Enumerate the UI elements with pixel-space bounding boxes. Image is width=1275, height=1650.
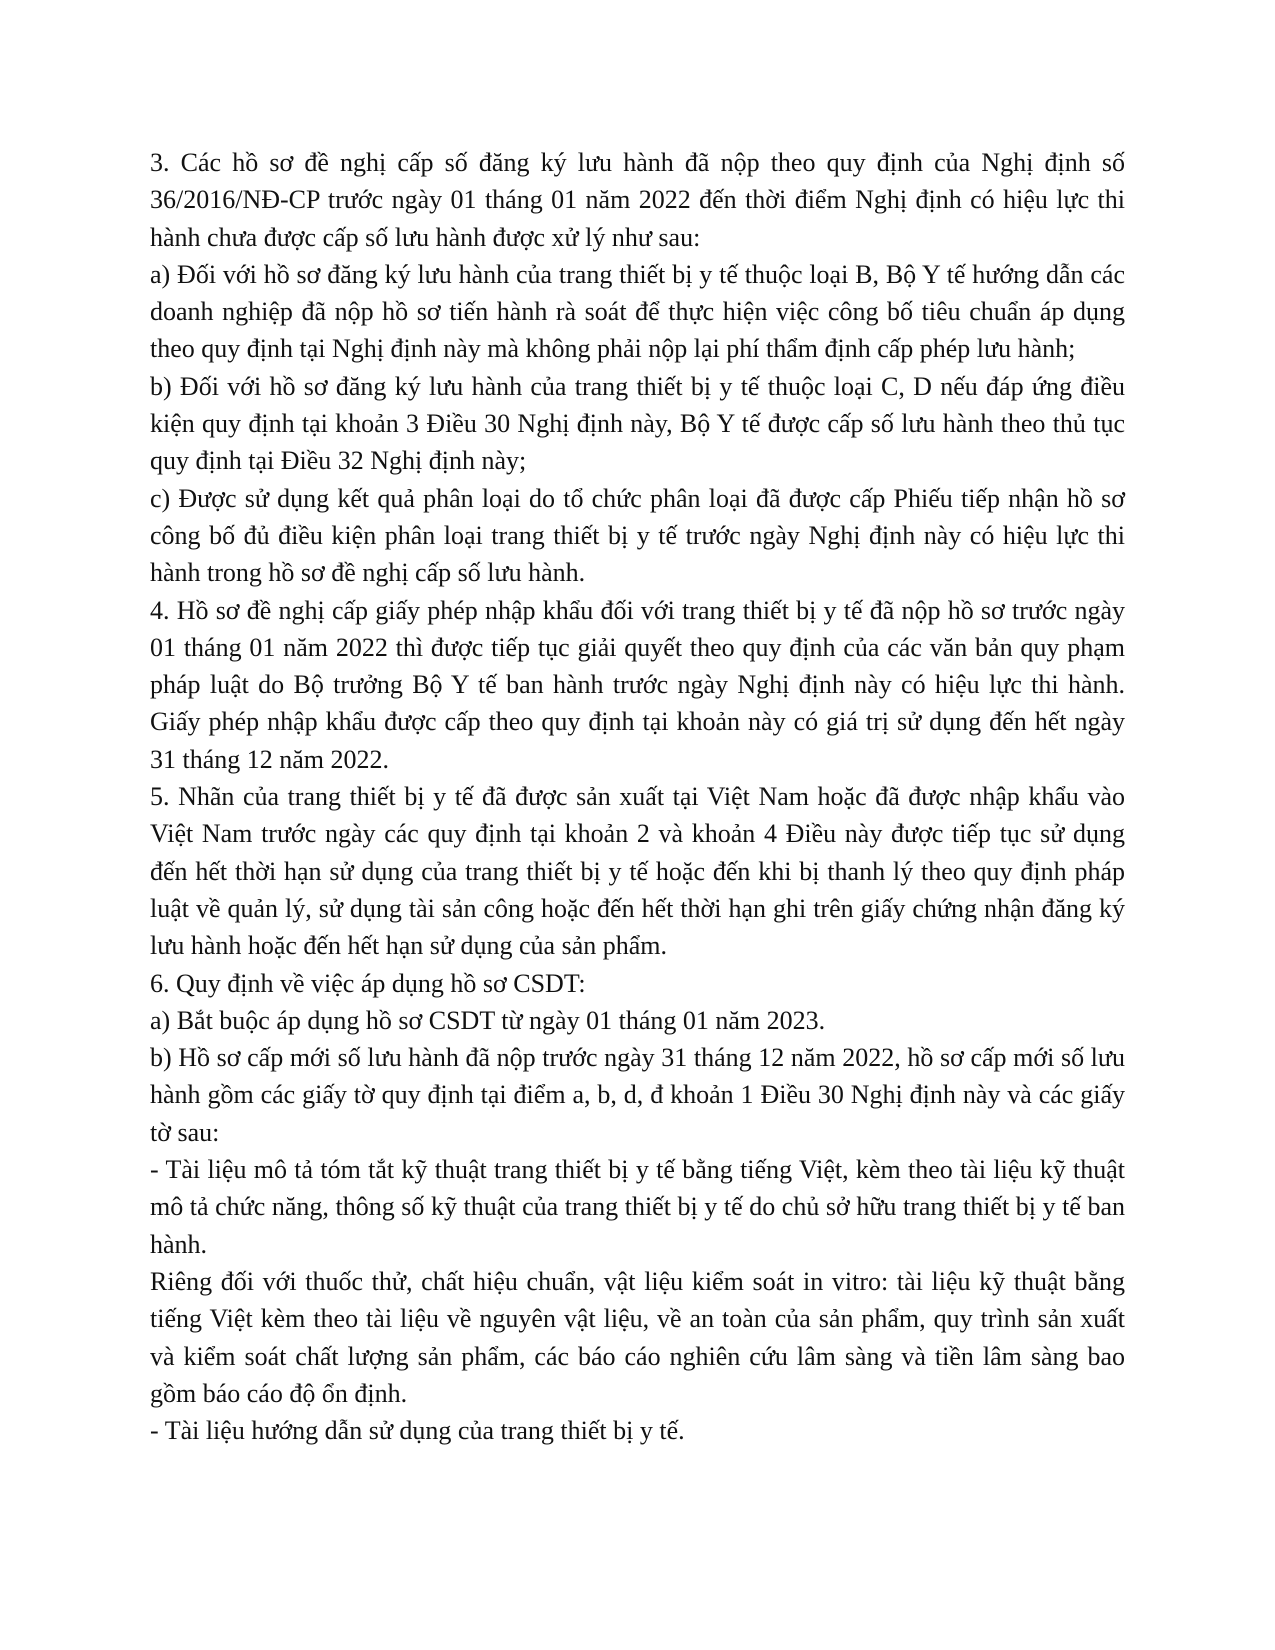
clause-6: 6. Quy định về việc áp dụng hồ sơ CSDT: xyxy=(150,968,586,998)
clause-6b-ivd-note: Riêng đối với thuốc thử, chất hiệu chuẩn, vật liệu kiểm soát in vitro: tài liệu kỹ thuật bằng tiếng Việt kèm theo tài liệu về nguyên vật liệu, về an toàn của sản phẩm, quy trình sản xuất và kiểm soát chất lượng sản phẩm, các báo cáo nghiên cứu lâm sàng và tiền lâm sàng bao gồm báo cáo độ ổn định. xyxy=(150,1266,1125,1408)
clause-3b: b) Đối với hồ sơ đăng ký lưu hành của trang thiết bị y tế thuộc loại C, D nếu đáp ứng điều kiện quy định tại khoản 3 Điều 30 Nghị định này, Bộ Y tế được cấp số lưu hành theo thủ tục quy định tại Điều 32 Nghị định này; xyxy=(150,371,1125,476)
clause-5: 5. Nhãn của trang thiết bị y tế đã được sản xuất tại Việt Nam hoặc đã được nhập khẩu vào Việt Nam trước ngày các quy định tại khoản 2 và khoản 4 Điều này được tiếp tục sử dụng đến hết thời hạn sử dụng của trang thiết bị y tế hoặc đến khi bị thanh lý theo quy định pháp luật về quản lý, sử dụng tài sản công hoặc đến hết thời hạn ghi trên giấy chứng nhận đăng ký lưu hành hoặc đến hết hạn sử dụng của sản phẩm. xyxy=(150,782,1125,961)
clause-3c: c) Được sử dụng kết quả phân loại do tổ chức phân loại đã được cấp Phiếu tiếp nhận hồ sơ công bố đủ điều kiện phân loại trang thiết bị y tế trước ngày Nghị định này có hiệu lực thi hành trong hồ sơ đề nghị cấp số lưu hành. xyxy=(150,483,1125,588)
clause-3a: a) Đối với hồ sơ đăng ký lưu hành của trang thiết bị y tế thuộc loại B, Bộ Y tế hướng dẫn các doanh nghiệp đã nộp hồ sơ tiến hành rà soát để thực hiện việc công bố tiêu chuẩn áp dụng theo quy định tại Nghị định này mà không phải nộp lại phí thẩm định cấp phép lưu hành; xyxy=(150,259,1125,364)
document-page xyxy=(150,144,1125,1449)
clause-4: 4. Hồ sơ đề nghị cấp giấy phép nhập khẩu đối với trang thiết bị y tế đã nộp hồ sơ trước ngày 01 tháng 01 năm 2022 thì được tiếp tục giải quyết theo quy định của các văn bản quy phạm pháp luật do Bộ trưởng Bộ Y tế ban hành trước ngày Nghị định này có hiệu lực thi hành. Giấy phép nhập khẩu được cấp theo quy định tại khoản này có giá trị sử dụng đến hết ngày 31 tháng 12 năm 2022. xyxy=(150,595,1125,774)
clause-6b: b) Hồ sơ cấp mới số lưu hành đã nộp trước ngày 31 tháng 12 năm 2022, hồ sơ cấp mới số lưu hành gồm các giấy tờ quy định tại điểm a, b, d, đ khoản 1 Điều 30 Nghị định này và các giấy tờ sau: xyxy=(150,1043,1125,1147)
clause-6b-item-1: - Tài liệu mô tả tóm tắt kỹ thuật trang thiết bị y tế bằng tiếng Việt, kèm theo tài liệu kỹ thuật mô tả chức năng, thông số kỹ thuật của trang thiết bị y tế do chủ sở hữu trang thiết bị y tế ban hành. xyxy=(150,1155,1125,1259)
clause-6b-item-2: - Tài liệu hướng dẫn sử dụng của trang thiết bị y tế. xyxy=(150,1416,685,1446)
clause-6a: a) Bắt buộc áp dụng hồ sơ CSDT từ ngày 01 tháng 01 năm 2023. xyxy=(150,1005,826,1035)
clause-3: 3. Các hồ sơ đề nghị cấp số đăng ký lưu hành đã nộp theo quy định của Nghị định số 36/2016/NĐ-CP trước ngày 01 tháng 01 năm 2022 đến thời điểm Nghị định có hiệu lực thi hành chưa được cấp số lưu hành được xử lý như sau: xyxy=(150,148,1125,252)
